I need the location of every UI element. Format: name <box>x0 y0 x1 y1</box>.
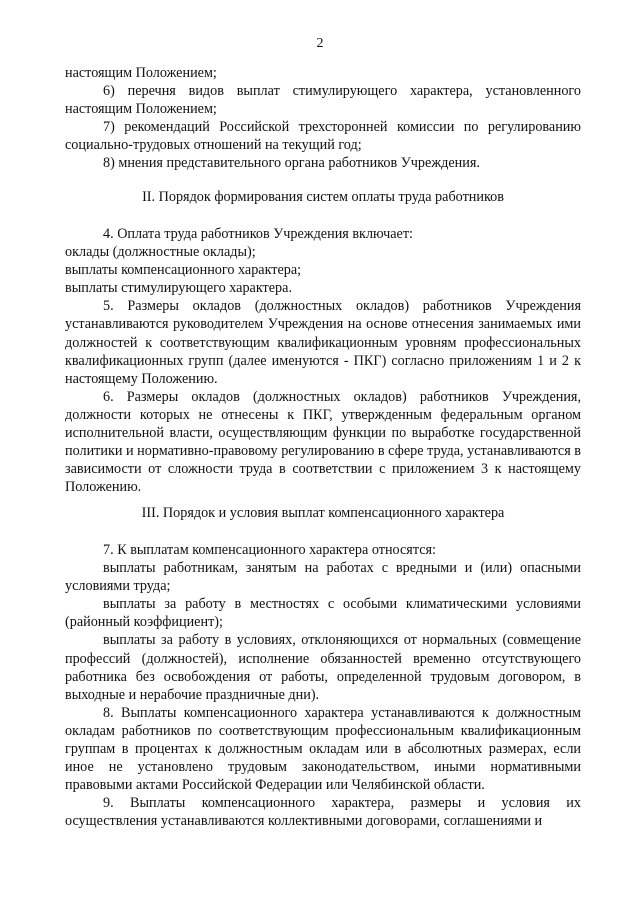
paragraph: 6) перечня видов выплат стимулирующего характера, установленного настоящим Положением; <box>65 83 581 118</box>
paragraph: настоящим Положением; <box>65 65 217 81</box>
paragraph: 4. Оплата труда работников Учреждения включает: <box>103 226 413 242</box>
list-item: оклады (должностные оклады); <box>65 244 256 261</box>
list-item: выплаты за работу в условиях, отклоняющихся от нормальных (совмещение профессий (должностей), исполнение обязанностей временно отсутствующего работника без освобождения от работы, определенной трудовым договором, в выходные и нерабочие праздничные дни). <box>65 632 581 703</box>
list-item: выплаты работникам, занятым на работах с вредными и (или) опасными условиями труда; <box>65 560 581 595</box>
section-heading-3: III. Порядок и условия выплат компенсационного характера <box>141 505 505 521</box>
paragraph: 8. Выплаты компенсационного характера устанавливаются к должностным окладам работников по соответствующим профессиональным квалификационным группам в процентах к должностным окладам или в абсолютных размерах, если иное не установлено трудовым законодательством, иными нормативными правовыми актами Российской Федерации или Челябинской области. <box>65 704 581 794</box>
paragraph: 7. К выплатам компенсационного характера относятся: <box>103 542 436 558</box>
section-2-body <box>65 225 581 496</box>
paragraph: 6. Размеры окладов (должностных окладов) работников Учреждения, должности которых не отнесены к ПКГ, утвержденным федеральным органом исполнительной власти, осуществляющим функции по выработке государственной политики и нормативно-правовому регулированию в сфере труда, устанавливаются в зависимости от сложности труда в соответствии с приложением 3 к настоящему Положению. <box>65 388 581 496</box>
paragraph: 8) мнения представительного органа работников Учреждения. <box>103 155 480 172</box>
paragraph: 9. Выплаты компенсационного характера, размеры и условия их осуществления устанавливаются коллективными договорами, соглашениями и <box>65 795 581 830</box>
section-3-body <box>65 541 581 831</box>
list-item: выплаты компенсационного характера; <box>65 262 302 279</box>
page-number: 2 <box>316 36 324 51</box>
paragraph: 5. Размеры окладов (должностных окладов) работников Учреждения устанавливаются руководителем Учреждения на основе отнесения занимаемых ими должностей к соответствующим квалификационным уровням профессиональных квалификационных групп (далее именуются - ПКГ) согласно приложениям 1 и 2 к настоящему Положению. <box>65 298 581 387</box>
continuation-paragraphs <box>65 64 581 173</box>
section-heading-2: II. Порядок формирования систем оплаты труда работников <box>142 189 504 205</box>
list-item: выплаты за работу в местностях с особыми климатическими условиями (районный коэффициент); <box>65 596 581 631</box>
list-item: выплаты стимулирующего характера. <box>65 280 292 297</box>
paragraph: 7) рекомендаций Российской трехсторонней комиссии по регулированию социально-трудовых отношений на текущий год; <box>65 119 581 154</box>
